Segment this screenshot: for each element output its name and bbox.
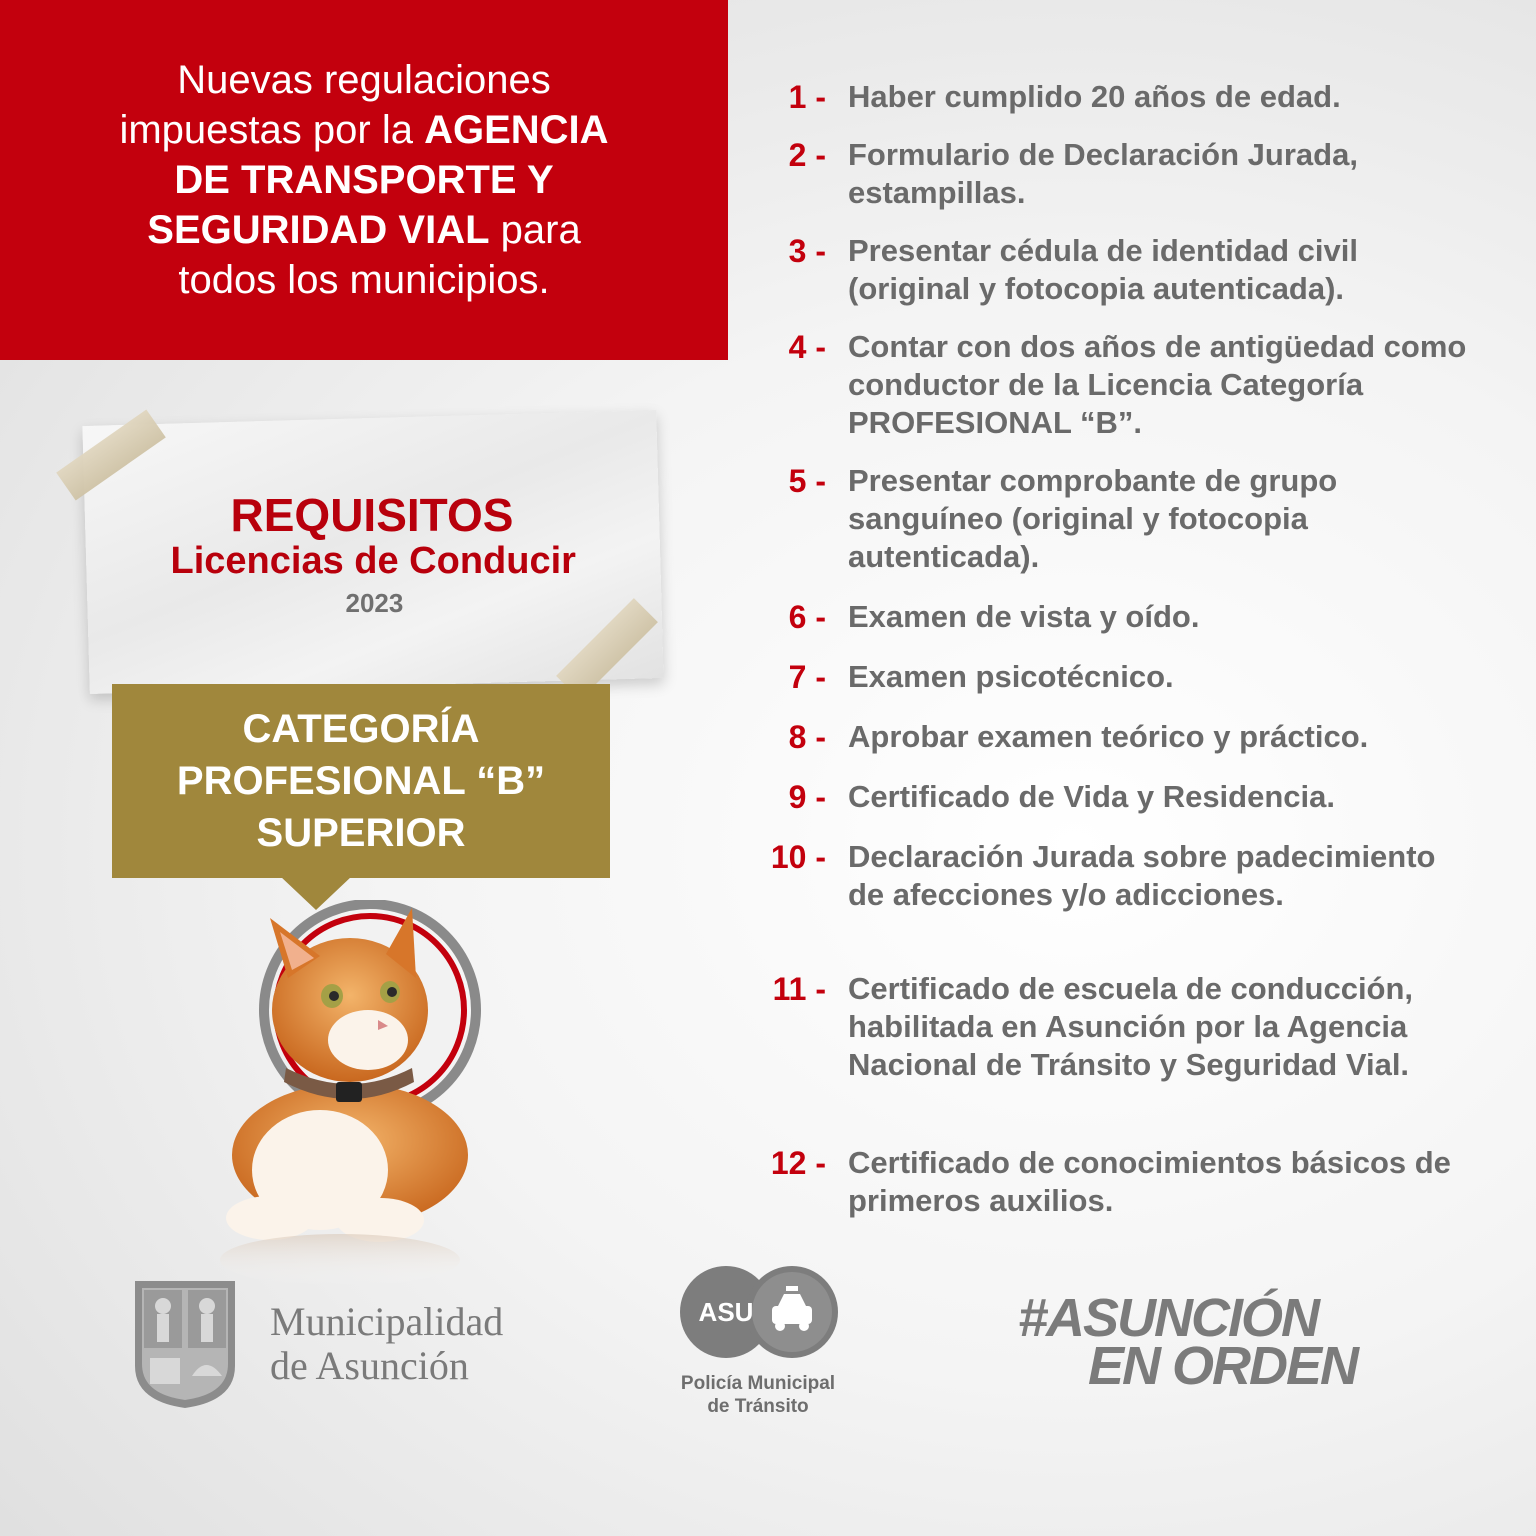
header-line-1: Nuevas regulaciones [177,58,551,102]
municipality-name [270,1300,503,1388]
list-item [760,232,1468,308]
list-item [760,658,1468,696]
item-text: Certificado de escuela de conducción, habilitada en Asunción por la Agencia Nacional de Tránsito y Seguridad Vial. [848,971,1414,1082]
item-number: 8 - [788,719,826,755]
hashtag-line-1: #ASUNCIÓN [1018,1288,1319,1348]
list-item [760,1144,1468,1220]
paper-note [82,410,663,694]
category-line-3: SUPERIOR [256,811,466,855]
item-text: Certificado de conocimientos básicos de primeros auxilios. [848,1145,1451,1218]
header-banner [0,0,728,360]
police-caption [640,1372,876,1418]
list-item [760,328,1468,442]
list-item [760,598,1468,636]
item-text: Declaración Jurada sobre padecimiento de afecciones y/o adicciones. [848,839,1436,912]
item-text: Certificado de Vida y Residencia. [848,779,1335,814]
municipality-line-2: de Asunción [270,1343,469,1388]
header-text [84,55,644,305]
list-item [760,970,1468,1084]
header-line-2-plain: impuestas por la [119,108,425,152]
header-line-2-bold: AGENCIA [424,108,609,152]
item-number: 3 - [788,233,826,269]
list-item [760,462,1468,576]
list-item [760,136,1468,212]
list-item [760,718,1468,756]
item-number: 5 - [788,463,826,499]
item-text: Examen psicotécnico. [848,659,1174,694]
item-number: 7 - [788,659,826,695]
list-item [760,838,1468,914]
item-number: 1 - [788,79,826,115]
category-box [112,684,610,878]
header-line-4-plain: para [489,208,581,252]
item-number: 6 - [788,599,826,635]
list-item [760,778,1468,816]
item-text: Haber cumplido 20 años de edad. [848,79,1341,114]
police-line-1: Policía Municipal [680,1373,836,1394]
note-year: 2023 [345,587,404,618]
item-number: 12 - [770,1145,826,1181]
item-text: Presentar cédula de identidad civil (original y fotocopia autenticada). [848,233,1358,306]
police-line-2: de Tránsito [707,1396,809,1417]
category-line-2: PROFESIONAL “B” [176,759,546,803]
municipality-line-1: Municipalidad [270,1299,504,1344]
item-text: Presentar comprobante de grupo sanguíneo (original y fotocopia autenticada). [848,463,1338,574]
cat-illustration [200,900,530,1290]
asu-badge-text: ASU [698,1297,754,1327]
hashtag-logo [1018,1288,1418,1396]
item-number: 10 - [770,839,826,875]
item-number: 9 - [788,779,826,815]
police-logo [676,1262,840,1362]
hashtag-line-2: EN ORDEN [1088,1336,1358,1396]
note-title: REQUISITOS [230,489,514,542]
list-item [760,78,1468,116]
note-subtitle: Licencias de Conducir [170,539,576,582]
municipality-shield-icon [130,1276,240,1412]
item-text: Formulario de Declaración Jurada, estampillas. [848,137,1358,210]
item-text: Examen de vista y oído. [848,599,1200,634]
header-line-5: todos los municipios. [178,258,550,302]
item-number: 2 - [788,137,826,173]
item-text: Aprobar examen teórico y práctico. [848,719,1369,754]
header-line-4-bold: SEGURIDAD VIAL [147,208,490,252]
header-line-3-bold: DE TRANSPORTE Y [174,158,554,202]
category-line-1: CATEGORÍA [242,707,480,751]
item-number: 11 - [772,971,826,1007]
item-number: 4 - [788,329,826,365]
item-text: Contar con dos años de antigüedad como conductor de la Licencia Categoría PROFESIONAL “B”. [848,329,1467,440]
